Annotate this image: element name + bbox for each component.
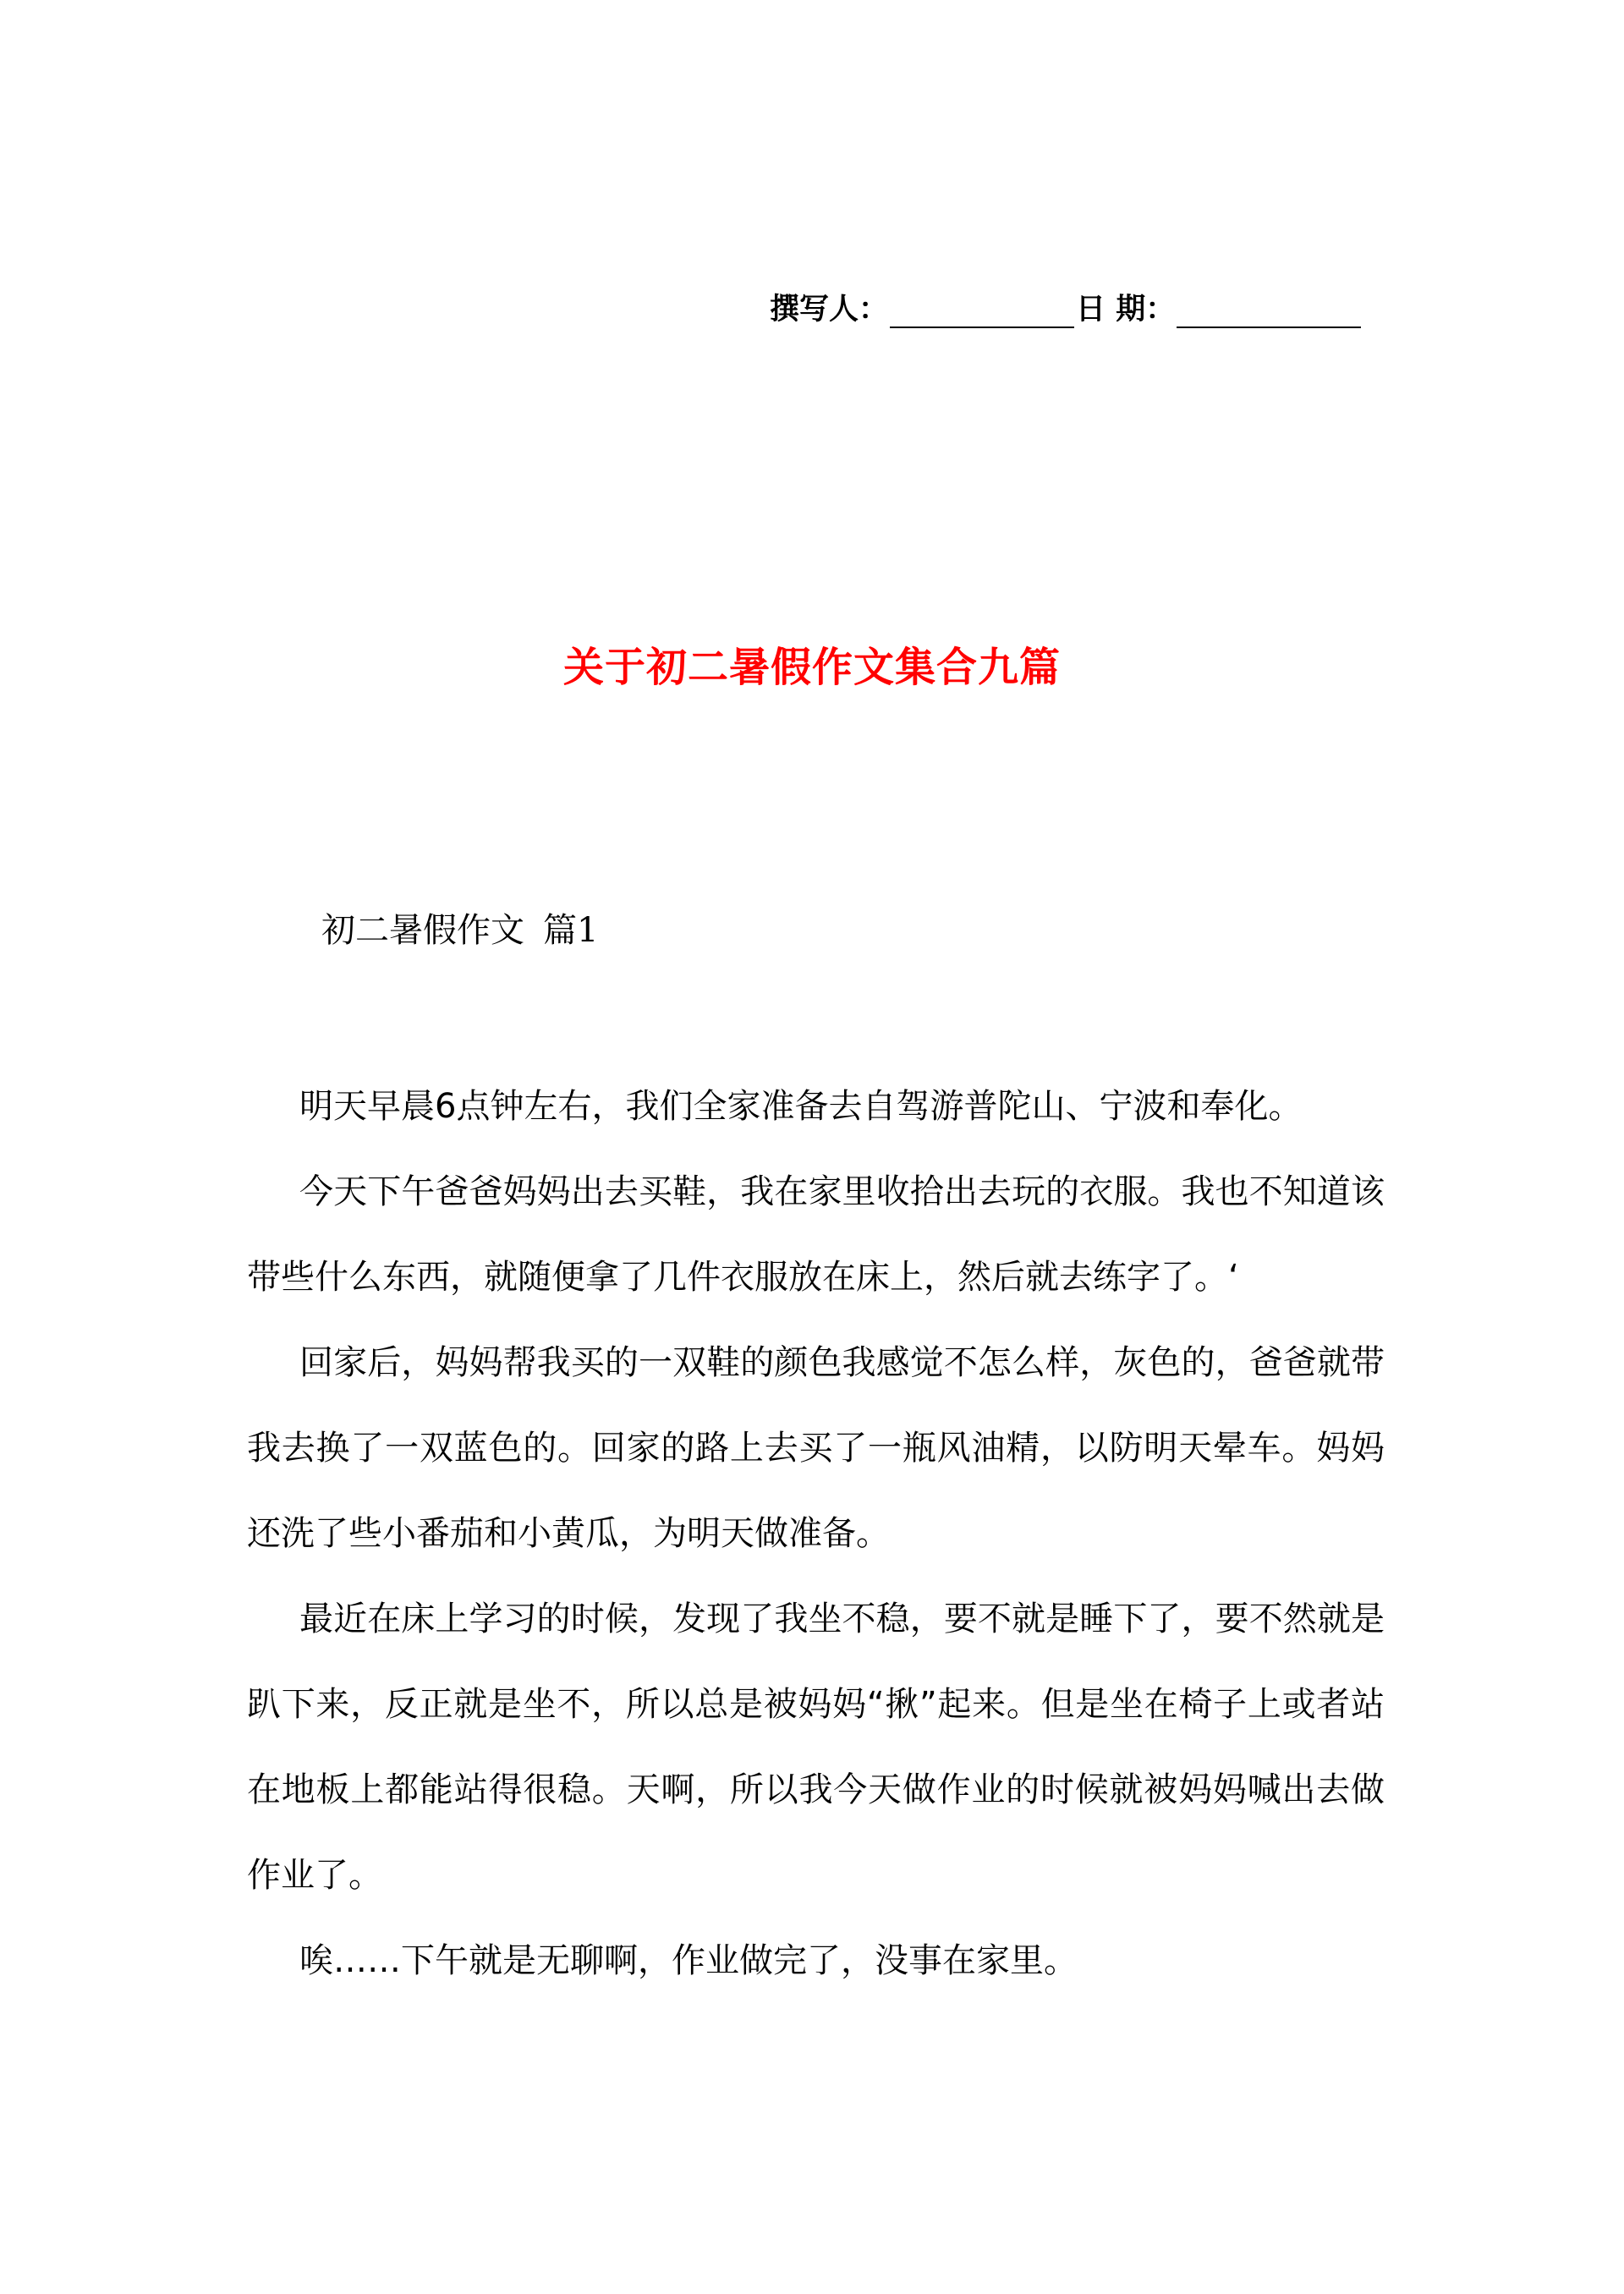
section-number: 篇1 bbox=[543, 911, 599, 950]
paragraph: 回家后，妈妈帮我买的一双鞋的颜色我感觉不怎么样，灰色的，爸爸就带我去换了一双蓝色的。回家的路上去买了一瓶风油精，以防明天晕车。妈妈还洗了些小番茄和小黄瓜，为明天做准备。 bbox=[247, 1343, 1385, 1553]
paragraph: 今天下午爸爸妈妈出去买鞋，我在家里收拾出去玩的衣服。我也不知道该带些什么东西，就随便拿了几件衣服放在床上，然后就去练字了。‘ bbox=[247, 1172, 1385, 1297]
paragraph: 最近在床上学习的时候，发现了我坐不稳，要不就是睡下了，要不然就是趴下来，反正就是坐不，所以总是被妈妈“揪”起来。但是坐在椅子上或者站在地板上都能站得很稳。天啊，所以我今天做作业的时候就被妈妈喊出去做作业了。 bbox=[247, 1600, 1385, 1895]
date-blank bbox=[1177, 293, 1361, 328]
section-heading bbox=[321, 903, 598, 952]
paragraph: 明天早晨6点钟左右，我们全家准备去自驾游普陀山、宁波和奉化。 bbox=[299, 1087, 1303, 1126]
section-heading-text: 初二暑假作文 bbox=[321, 911, 524, 950]
essay-body bbox=[247, 1064, 1385, 2004]
paragraph: 唉……下午就是无聊啊，作业做完了，没事在家里。 bbox=[299, 1941, 1078, 1980]
author-date-line bbox=[770, 284, 1396, 328]
document-title: 关于初二暑假作文集合九篇 bbox=[562, 644, 1061, 691]
author-blank bbox=[890, 293, 1074, 328]
author-label: 撰写人： bbox=[770, 293, 889, 327]
date-label: 日 期： bbox=[1076, 293, 1176, 327]
